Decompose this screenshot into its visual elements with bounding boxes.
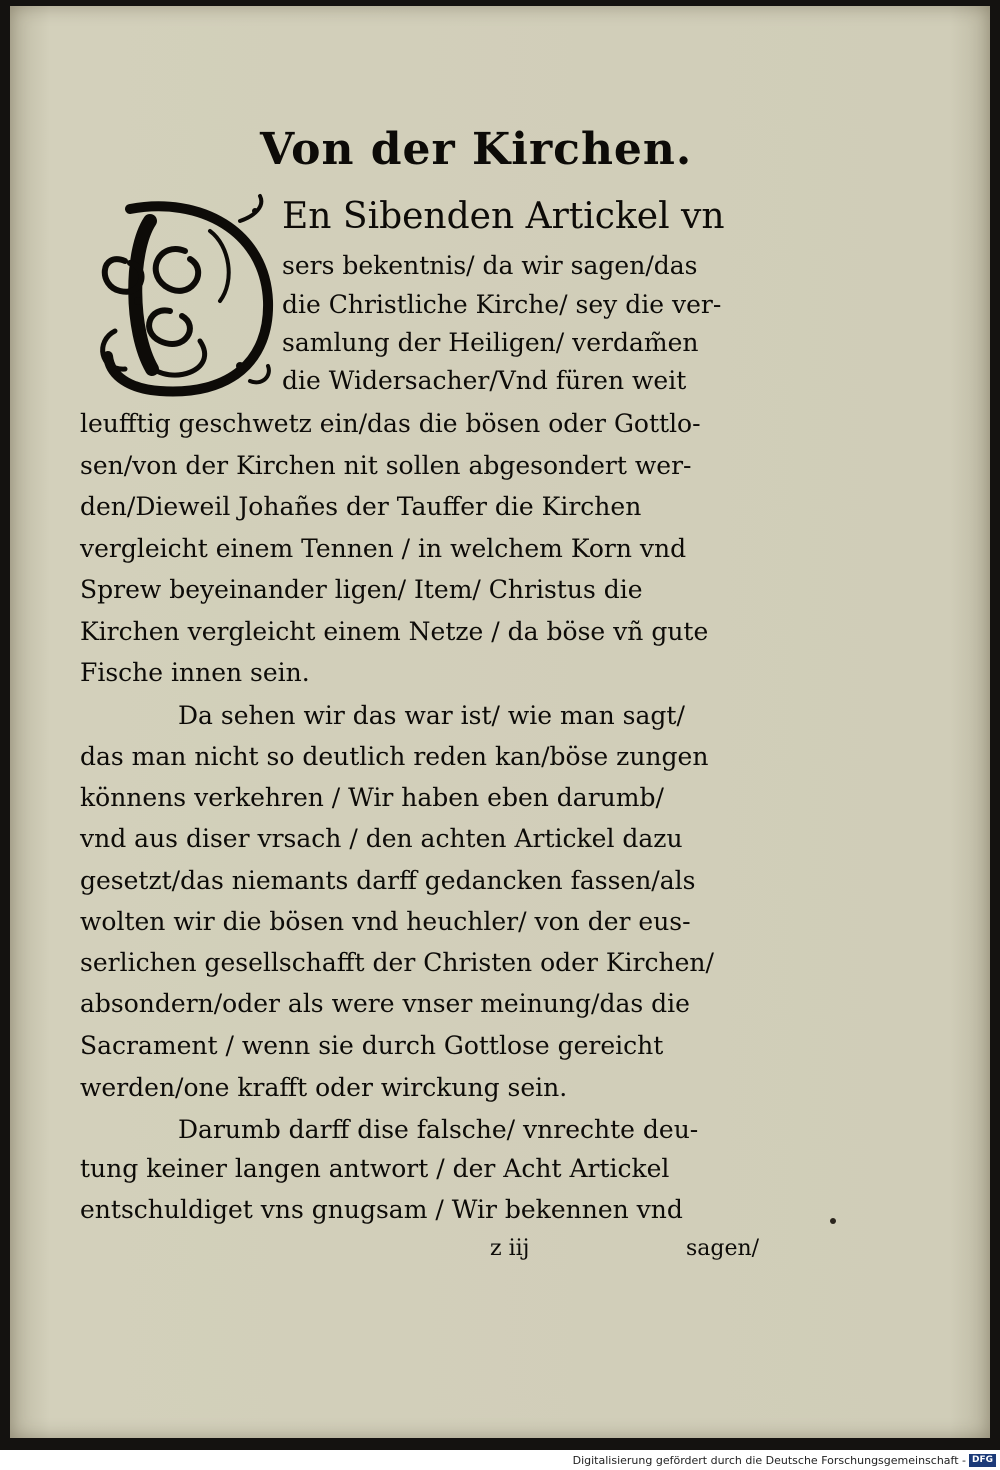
text-line: tung keiner langen antwort / der Acht Artickel [80, 1154, 670, 1183]
text-line: vergleicht einem Tennen / in welchem Korn vnd [80, 534, 687, 563]
text-line: sen/von der Kirchen nit sollen abgesondert wer- [80, 451, 692, 480]
text-line: samlung der Heiligen/ verdam̃en [282, 328, 699, 357]
text-line: die Christliche Kirche/ sey die ver- [282, 290, 722, 319]
dfg-logo-icon: DFG [969, 1454, 996, 1467]
drop-cap-initial [90, 191, 280, 401]
signature-mark: z iij [490, 1236, 530, 1261]
text-line: En Sibenden Artickel vn [282, 196, 725, 237]
text-line: gesetzt/das niemants darff gedancken fassen/als [80, 866, 696, 895]
text-line: Sprew beyeinander ligen/ Item/ Christus die [80, 575, 643, 604]
text-line: Kirchen vergleicht einem Netze / da böse vñ gute [80, 617, 709, 646]
text-line: leufftig geschwetz ein/das die bösen oder Gottlo- [80, 409, 701, 438]
text-line: Fische innen sein. [80, 658, 310, 687]
text-line: sers bekentnis/ da wir sagen/das [282, 251, 698, 280]
text-line: den/Dieweil Johañes der Tauffer die Kirchen [80, 492, 642, 521]
text-line: Darumb darff dise falsche/ vnrechte deu- [178, 1115, 699, 1144]
text-line: vnd aus diser vrsach / den achten Artickel dazu [80, 824, 683, 853]
text-line: Sacrament / wenn sie durch Gottlose gereicht [80, 1031, 664, 1060]
text-line: könnens verkehren / Wir haben eben darumb/ [80, 783, 664, 812]
paper-speck [830, 1218, 836, 1224]
text-line: wolten wir die bösen vnd heuchler/ von der eus- [80, 907, 691, 936]
catchword: sagen/ [686, 1236, 760, 1261]
text-line: Da sehen wir das war ist/ wie man sagt/ [178, 701, 685, 730]
text-line: absondern/oder als were vnser meinung/das die [80, 989, 690, 1018]
scanned-page [10, 6, 990, 1438]
text-line: serlichen gesellschafft der Christen oder Kirchen/ [80, 948, 714, 977]
page-heading: Von der Kirchen. [260, 124, 693, 175]
text-line: das man nicht so deutlich reden kan/böse zungen [80, 742, 709, 771]
text-line: entschuldiget vns gnugsam / Wir bekennen vnd [80, 1195, 683, 1224]
dfg-credit-text: Digitalisierung gefördert durch die Deutsche Forschungsgemeinschaft - [572, 1454, 966, 1467]
text-line: die Widersacher/Vnd füren weit [282, 366, 687, 395]
text-line: werden/one krafft oder wirckung sein. [80, 1073, 568, 1102]
